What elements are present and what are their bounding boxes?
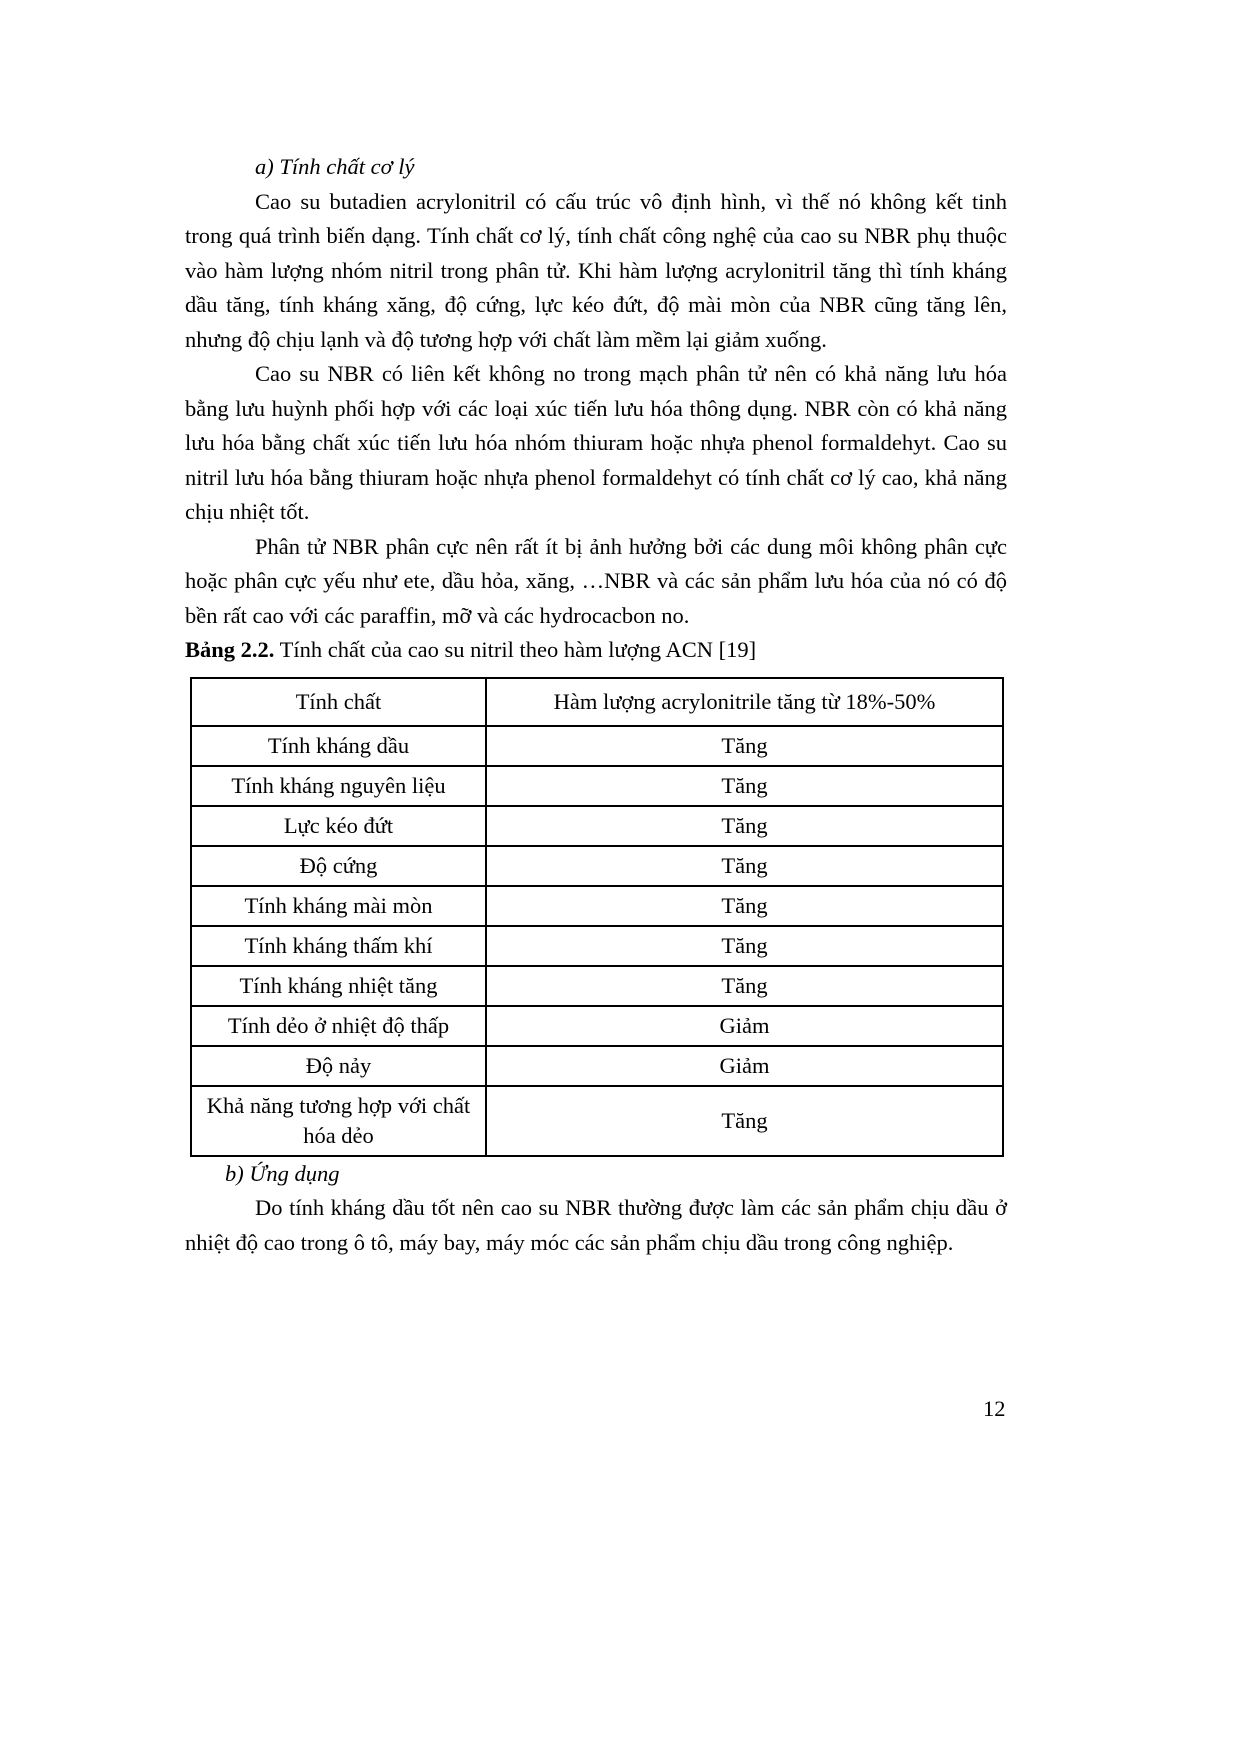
document-page-content [185,150,1007,1260]
table-cell-value: Giảm [486,1006,1003,1046]
paragraph-4: Do tính kháng dầu tốt nên cao su NBR thường được làm các sản phẩm chịu dầu ở nhiệt độ cao trong ô tô, máy bay, máy móc các sản phẩm chịu dầu trong công nghiệp. [185,1195,1007,1255]
table-cell-property: Tính kháng mài mòn [191,886,486,926]
table-cell-property: Tính dẻo ở nhiệt độ thấp [191,1006,486,1046]
table-cell-value: Tăng [486,926,1003,966]
table-header-acn-range: Hàm lượng acrylonitrile tăng từ 18%-50% [486,678,1003,726]
table-row [191,846,1003,886]
nbr-properties-table [190,677,1004,1157]
table-cell-property: Độ cứng [191,846,486,886]
table-cell-property: Tính kháng dầu [191,726,486,766]
section-heading-a: a) Tính chất cơ lý [255,154,415,179]
table-caption-label: Bảng 2.2. [185,637,275,662]
table-row [191,1006,1003,1046]
table-header-row [191,678,1003,726]
table-cell-property: Tính kháng nhiệt tăng [191,966,486,1006]
table-row [191,886,1003,926]
table-cell-value: Tăng [486,846,1003,886]
table-row [191,926,1003,966]
table-cell-value: Tăng [486,806,1003,846]
paragraph-1: Cao su butadien acrylonitril có cấu trúc vô định hình, vì thế nó không kết tinh trong quá trình biến dạng. Tính chất cơ lý, tính chất công nghệ của cao su NBR phụ thuộc vào hàm lượng nhóm nitril trong phân tử. Khi hàm lượng acrylonitril tăng thì tính kháng dầu tăng, tính kháng xăng, độ cứng, lực kéo đứt, độ mài mòn của NBR cũng tăng lên, nhưng độ chịu lạnh và độ tương hợp với chất làm mềm lại giảm xuống. [185,188,1007,352]
table-row [191,766,1003,806]
table-cell-property: Khả năng tương hợp với chất hóa dẻo [191,1086,486,1156]
table-header-property: Tính chất [191,678,486,726]
table-cell-property: Tính kháng nguyên liệu [191,766,486,806]
table-row [191,1046,1003,1086]
table-cell-property: Tính kháng thấm khí [191,926,486,966]
table-cell-value: Tăng [486,766,1003,806]
page-number: 12 [983,1396,1006,1421]
table-caption [185,633,1007,668]
table-caption-text: Tính chất của cao su nitril theo hàm lượng ACN [19] [274,637,757,662]
table-cell-value: Tăng [486,1086,1003,1156]
table-cell-value: Tăng [486,886,1003,926]
paragraph-2: Cao su NBR có liên kết không no trong mạch phân tử nên có khả năng lưu hóa bằng lưu huỳnh phối hợp với các loại xúc tiến lưu hóa thông dụng. NBR còn có khả năng lưu hóa bằng chất xúc tiến lưu hóa nhóm thiuram hoặc nhựa phenol formaldehyt. Cao su nitril lưu hóa bằng thiuram hoặc nhựa phenol formaldehyt có tính chất cơ lý cao, khả năng chịu nhiệt tốt. [185,361,1007,524]
table-cell-value: Tăng [486,966,1003,1006]
table-cell-property: Lực kéo đứt [191,806,486,846]
table-cell-property: Độ nảy [191,1046,486,1086]
section-heading-b: b) Ứng dụng [225,1160,340,1186]
table-cell-value: Giảm [486,1046,1003,1086]
table-row [191,1086,1003,1156]
table-row [191,726,1003,766]
paragraph-3: Phân tử NBR phân cực nên rất ít bị ảnh hưởng bởi các dung môi không phân cực hoặc phân cực yếu như ete, dầu hỏa, xăng, …NBR và các sản phẩm lưu hóa của nó có độ bền rất cao với các paraffin, mỡ và các hydrocacbon no. [185,533,1007,628]
table-row [191,806,1003,846]
table-cell-value: Tăng [486,726,1003,766]
table-row [191,966,1003,1006]
